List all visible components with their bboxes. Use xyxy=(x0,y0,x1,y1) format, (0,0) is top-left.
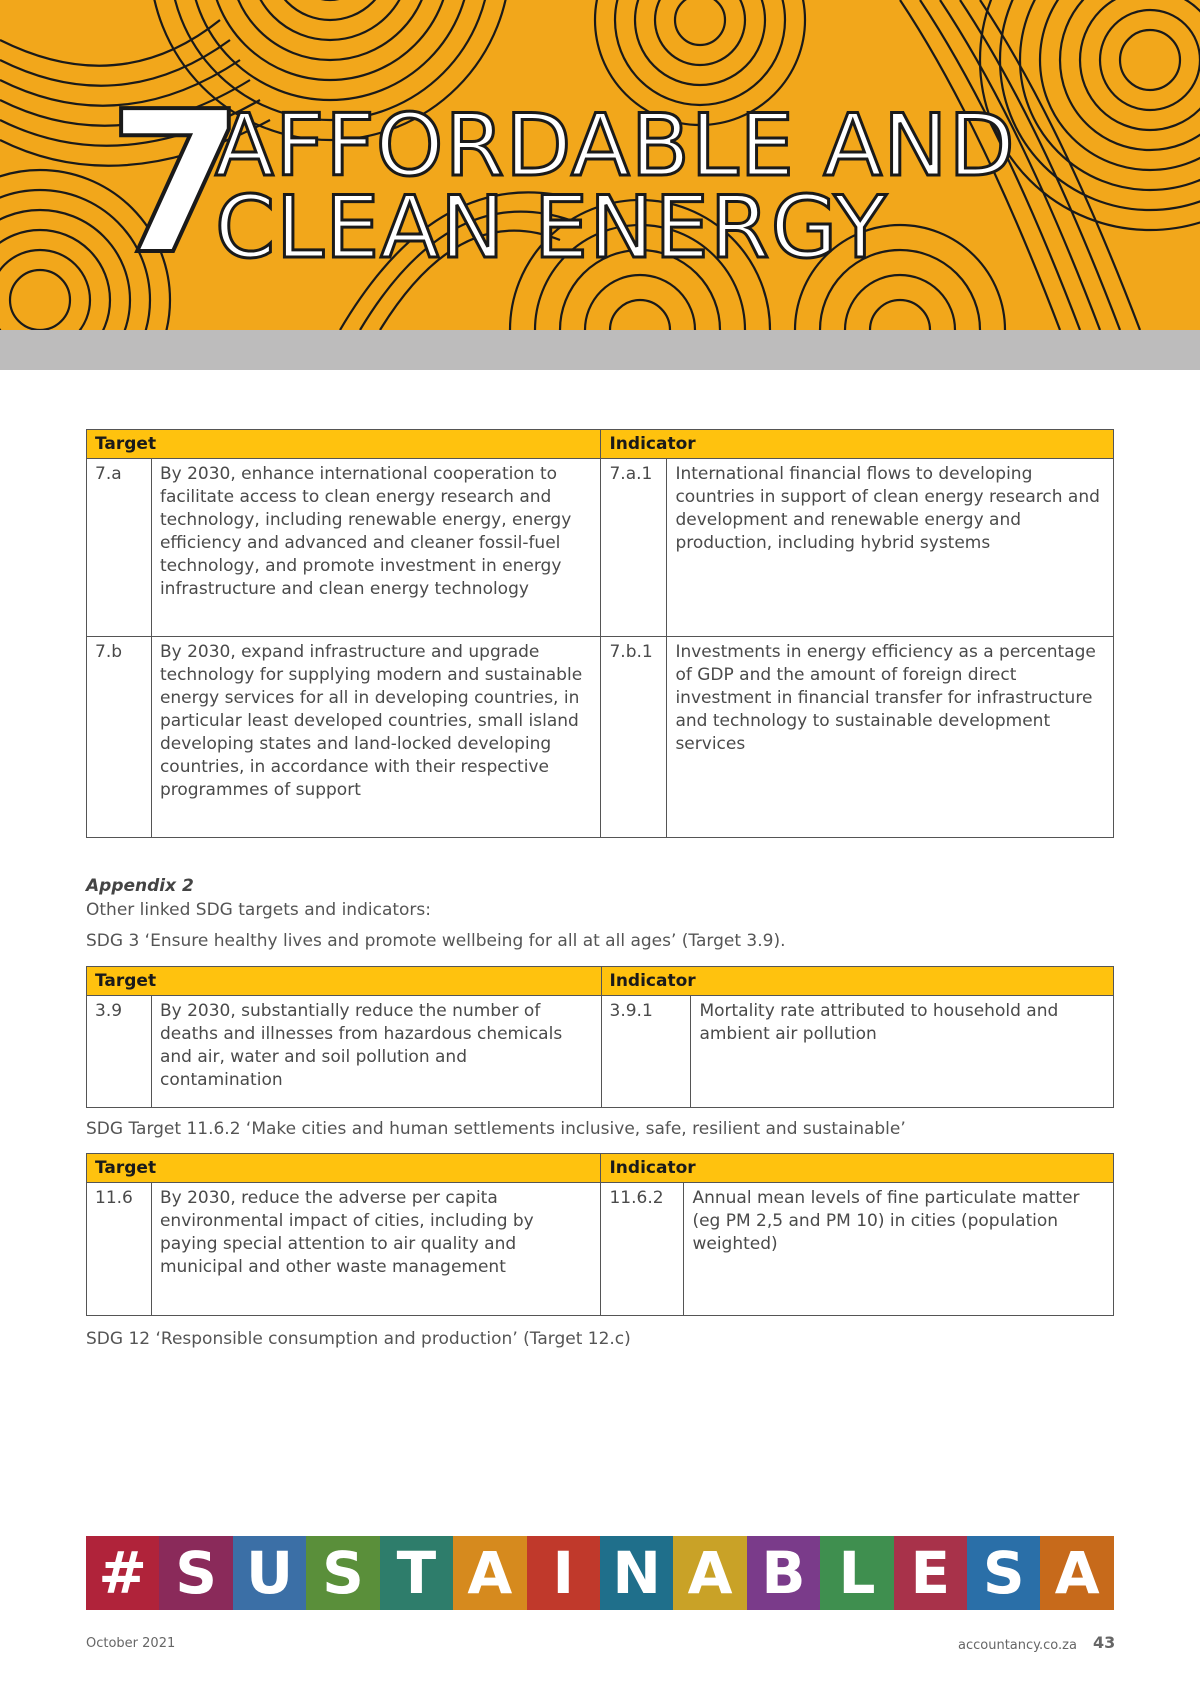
indicator-code: 3.9.1 xyxy=(601,996,691,1108)
table-row xyxy=(87,459,1114,637)
website-url[interactable]: accountancy.co.za xyxy=(958,1638,1077,1653)
gray-divider-bar xyxy=(0,330,1200,370)
target-code: 11.6 xyxy=(87,1183,152,1316)
target-header: Target xyxy=(87,1154,601,1183)
hashtag-letter: T xyxy=(380,1536,453,1610)
hashtag-letter: S xyxy=(306,1536,379,1610)
indicator-header: Indicator xyxy=(601,1154,1114,1183)
issue-date: October 2021 xyxy=(86,1636,176,1651)
indicator-code: 7.b.1 xyxy=(601,637,667,838)
sustainablesa-hashtag-banner xyxy=(86,1536,1114,1610)
hashtag-letter: A xyxy=(1040,1536,1113,1610)
hashtag-letter: A xyxy=(453,1536,526,1610)
hashtag-letter: I xyxy=(527,1536,600,1610)
table-row xyxy=(87,996,1114,1108)
target-code: 7.a xyxy=(87,459,152,637)
hashtag-letter: N xyxy=(600,1536,673,1610)
indicator-text: International financial flows to developing countries in support of clean energy research and development and renewable energy and production, including hybrid systems xyxy=(667,459,1114,637)
target-text: By 2030, expand infrastructure and upgrade technology for supplying modern and sustainable energy services for all in developing countries, in particular least developed countries, small island developing states and land-locked developing countries, in accordance with their respective programmes of support xyxy=(151,637,601,838)
sdg11-description: SDG Target 11.6.2 ‘Make cities and human settlements inclusive, safe, resilient and sustainable’ xyxy=(86,1119,906,1139)
indicator-text: Annual mean levels of fine particulate matter (eg PM 2,5 and PM 10) in cities (population weighted) xyxy=(684,1183,1114,1316)
sdg12-description: SDG 12 ‘Responsible consumption and production’ (Target 12.c) xyxy=(86,1329,631,1349)
goal-title-line2: CLEAN ENERGY xyxy=(215,178,888,278)
indicator-code: 11.6.2 xyxy=(601,1183,684,1316)
hashtag-letter: U xyxy=(233,1536,306,1610)
hashtag-letter: B xyxy=(747,1536,820,1610)
target-text: By 2030, substantially reduce the number of deaths and illnesses from hazardous chemicals and air, water and soil pollution and contamination xyxy=(151,996,601,1108)
target-text: By 2030, reduce the adverse per capita environmental impact of cities, including by paying special attention to air quality and municipal and other waste management xyxy=(151,1183,601,1316)
sdg7-targets-table xyxy=(86,429,1114,838)
goal-number: 7 xyxy=(108,70,239,298)
hashtag-letter: S xyxy=(159,1536,232,1610)
hashtag-letter: S xyxy=(967,1536,1040,1610)
indicator-text: Investments in energy efficiency as a percentage of GDP and the amount of foreign direct investment in financial transfer for infrastructure and technology to sustainable development services xyxy=(667,637,1114,838)
hashtag-letter: E xyxy=(894,1536,967,1610)
table-row xyxy=(87,1183,1114,1316)
sdg3-description: SDG 3 ‘Ensure healthy lives and promote wellbeing for all at all ages’ (Target 3.9). xyxy=(86,931,786,951)
table-header-row xyxy=(87,430,1114,459)
indicator-text: Mortality rate attributed to household and ambient air pollution xyxy=(691,996,1114,1108)
header-banner xyxy=(0,0,1200,330)
indicator-header: Indicator xyxy=(601,430,1114,459)
sdg3-targets-table xyxy=(86,966,1114,1108)
target-code: 7.b xyxy=(87,637,152,838)
target-header: Target xyxy=(87,967,602,996)
hashtag-letter: A xyxy=(673,1536,746,1610)
table-header-row xyxy=(87,1154,1114,1183)
hashtag-letter: L xyxy=(820,1536,893,1610)
target-header: Target xyxy=(87,430,601,459)
table-header-row xyxy=(87,967,1114,996)
appendix-subtitle: Other linked SDG targets and indicators: xyxy=(86,900,431,920)
sdg11-targets-table xyxy=(86,1153,1114,1316)
indicator-header: Indicator xyxy=(601,967,1114,996)
hashtag-letter: # xyxy=(86,1536,159,1610)
target-code: 3.9 xyxy=(87,996,152,1108)
page-number: 43 xyxy=(1093,1633,1116,1652)
goal-title-line1: AFFORDABLE AND xyxy=(215,96,1016,196)
appendix-title: Appendix 2 xyxy=(86,876,194,896)
table-row xyxy=(87,637,1114,838)
target-text: By 2030, enhance international cooperation to facilitate access to clean energy research and technology, including renewable energy, energy efficiency and advanced and cleaner fossil-fuel technology, and promote investment in energy infrastructure and clean energy technology xyxy=(151,459,601,637)
indicator-code: 7.a.1 xyxy=(601,459,667,637)
